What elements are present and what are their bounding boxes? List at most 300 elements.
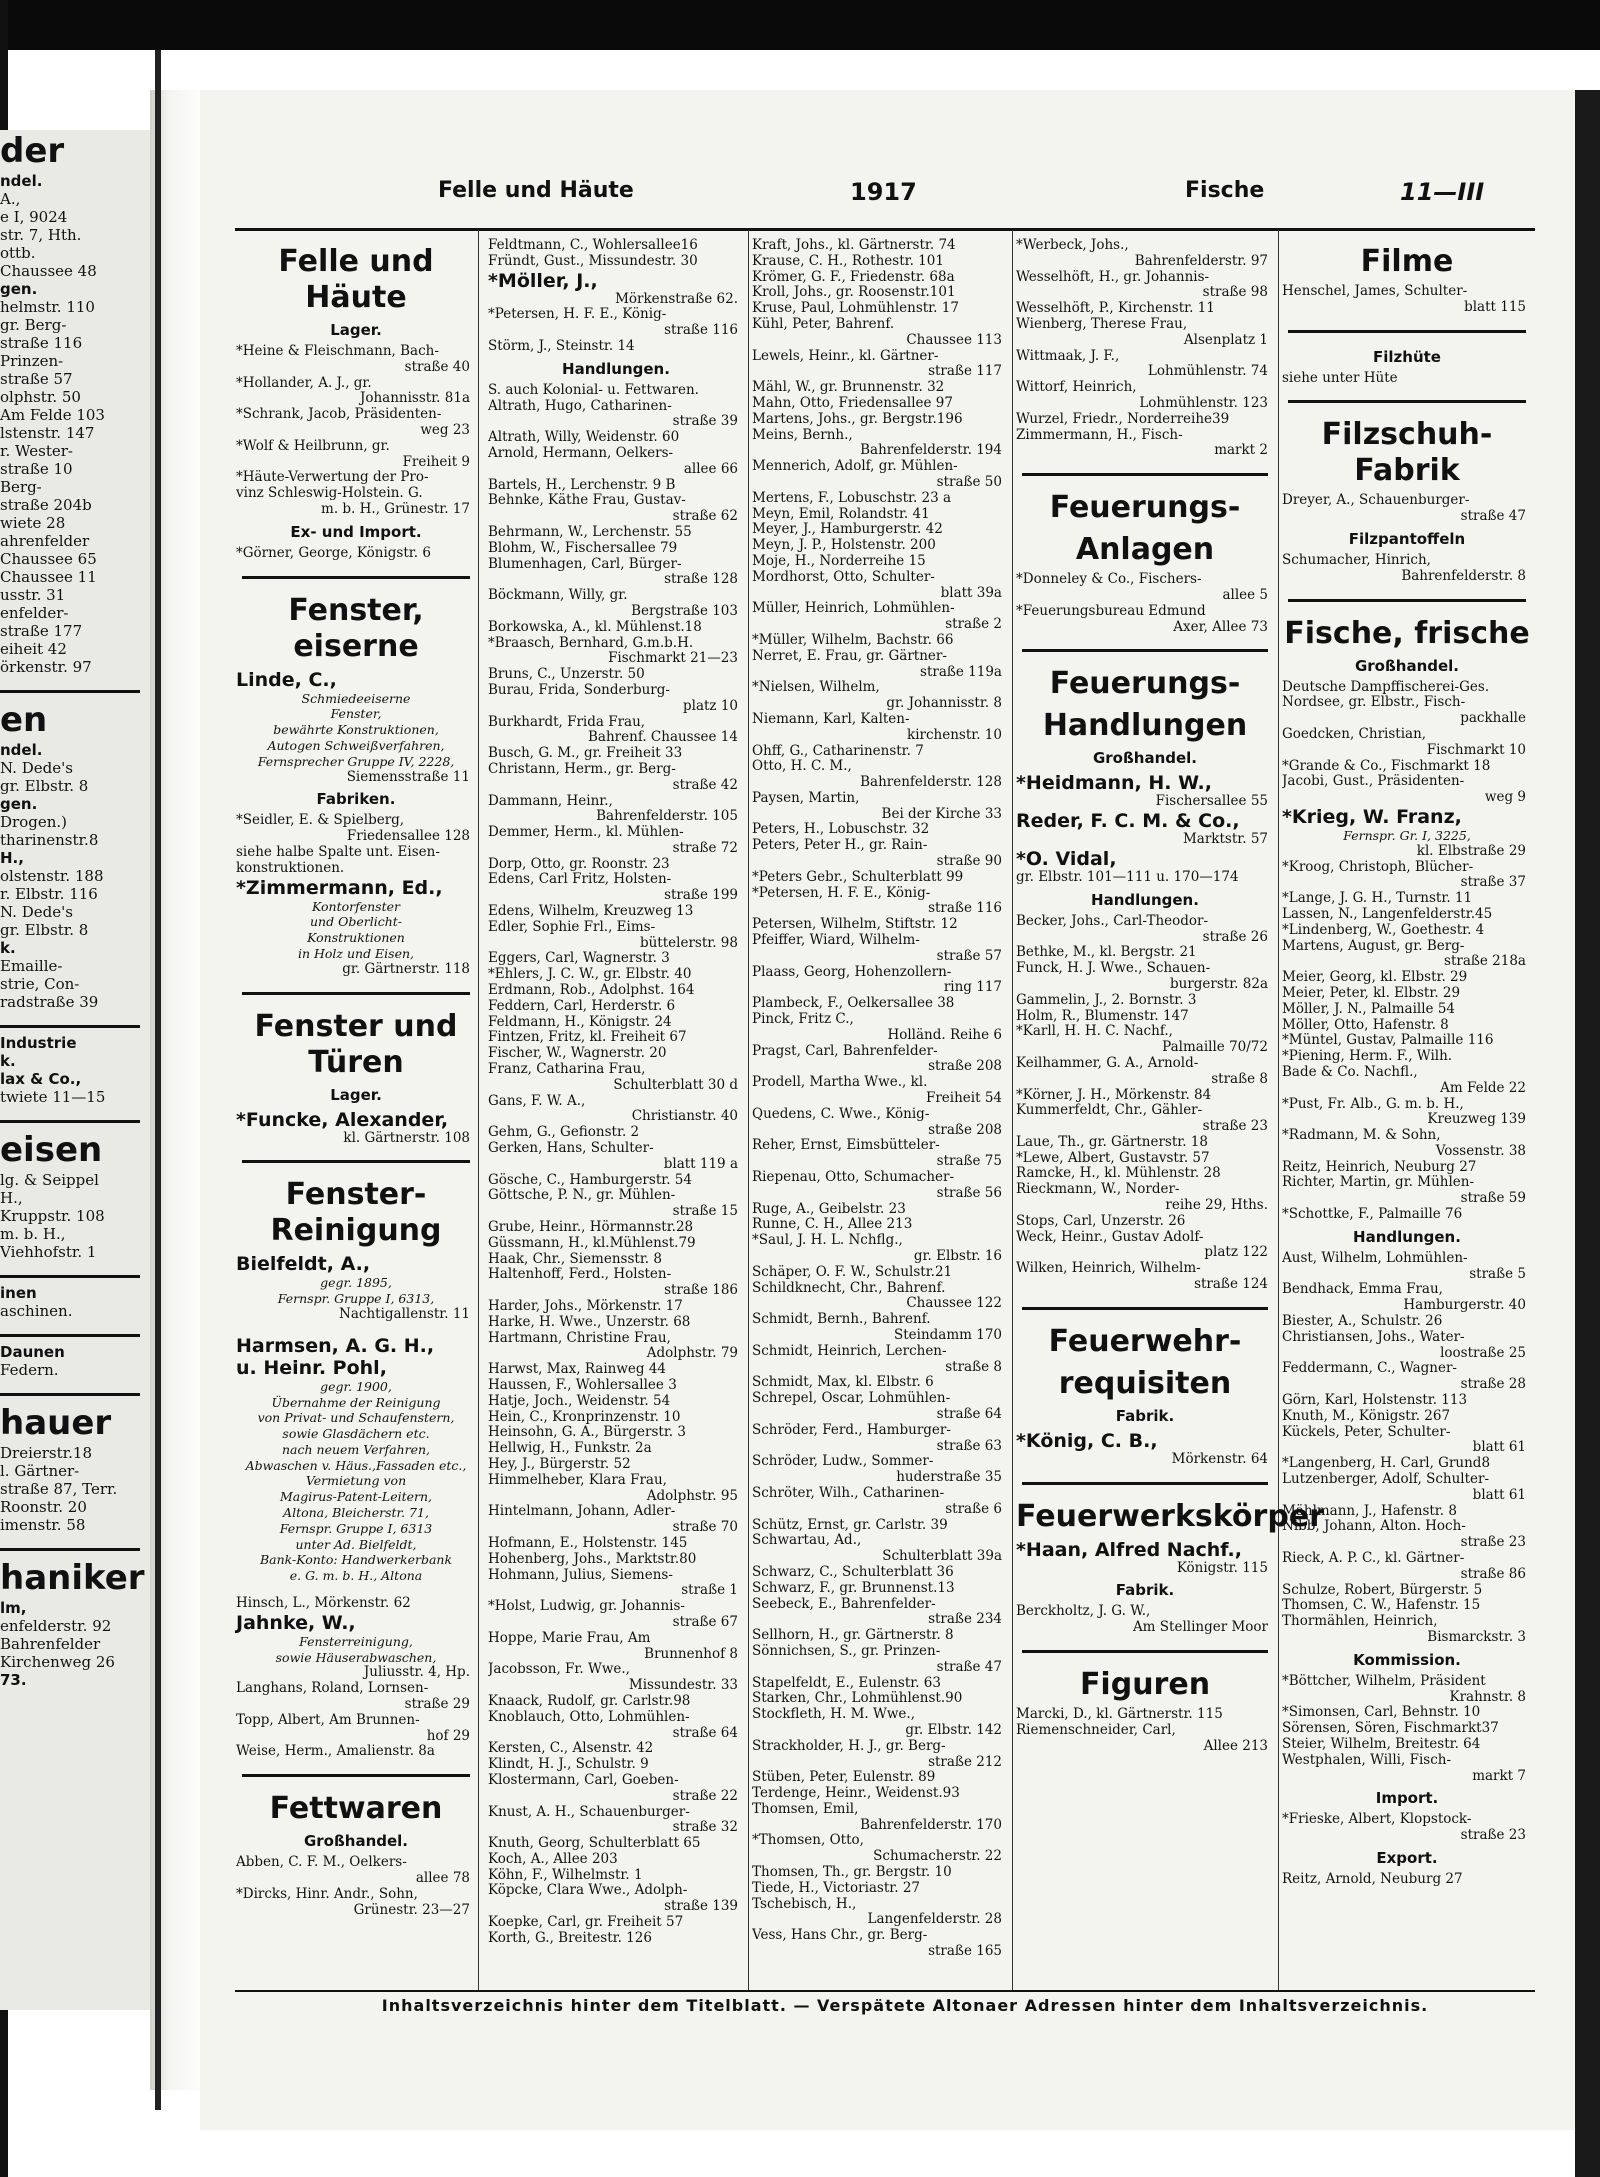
directory-column-1: [236, 238, 476, 1918]
entry-continuation: straße 56: [936, 1185, 1002, 1201]
header-rule: [235, 228, 1535, 231]
facing-page-text: helmstr. 110: [0, 298, 95, 316]
entry-continuation: Bahrenf. Chaussee 14: [588, 730, 738, 746]
directory-entry: *Lange, J. G. H., Turnstr. 11: [1282, 891, 1473, 907]
directory-entry: *Petersen, H. F. E., König-: [752, 885, 931, 901]
subsection-heading: Filzpantoffeln: [1348, 529, 1466, 548]
entry-note: Fensterreinigung,: [299, 1633, 413, 1649]
facing-page-text: haniker: [0, 1558, 145, 1598]
entry-continuation: straße 212: [928, 1754, 1002, 1770]
entry-continuation: Vossenstr. 38: [1435, 1143, 1526, 1159]
entry-continuation: straße 42: [672, 777, 738, 793]
section-rule: [1022, 1482, 1268, 1485]
directory-entry: konstruktionen.: [236, 860, 345, 876]
directory-entry: siehe halbe Spalte unt. Eisen-: [236, 844, 440, 860]
featured-entry: *König, C. B.,: [1016, 1429, 1158, 1452]
entry-continuation: Chaussee 113: [906, 332, 1002, 348]
subsection-heading: Filzhüte: [1373, 347, 1441, 366]
directory-entry: *Pust, Fr. Alb., G. m. b. H.,: [1282, 1096, 1464, 1112]
entry-continuation: straße 50: [936, 474, 1002, 490]
directory-entry: Hatje, Joch., Weidenstr. 54: [488, 1393, 671, 1409]
entry-continuation: straße 116: [928, 901, 1002, 917]
directory-entry: Knuth, M., Königstr. 267: [1282, 1408, 1451, 1424]
directory-entry: Thomsen, Emil,: [752, 1801, 859, 1817]
entry-continuation: allee 5: [1222, 587, 1268, 603]
directory-entry: *Seidler, E. & Spielberg,: [236, 813, 405, 829]
entry-continuation: Fischmarkt 10: [1426, 742, 1526, 758]
directory-entry: Behrmann, W., Lerchenstr. 55: [488, 524, 692, 540]
directory-entry: *Feuerungsbureau Edmund: [1016, 603, 1206, 619]
entry-continuation: straße 8: [945, 1359, 1002, 1375]
facing-page-text: Industrie: [0, 1034, 77, 1052]
facing-page-rule: [0, 1120, 140, 1123]
directory-entry: Jacobi, Gust., Präsidenten-: [1282, 774, 1465, 790]
entry-note: Fernspr. Gruppe I, 6313,: [277, 1291, 435, 1307]
entry-continuation: straße 72: [672, 840, 738, 856]
running-head-right: Fische: [1185, 178, 1265, 203]
directory-entry: Schmidt, Max, kl. Elbstr. 6: [752, 1375, 934, 1391]
entry-continuation: büttelerstr. 98: [639, 935, 738, 951]
entry-continuation: Christianstr. 40: [631, 1109, 738, 1125]
entry-continuation: straße 47: [1460, 509, 1526, 525]
directory-entry: Jacobsson, Fr. Wwe.,: [488, 1662, 630, 1678]
entry-continuation: blatt 115: [1464, 299, 1526, 315]
entry-continuation: hof 29: [426, 1728, 470, 1744]
entry-continuation: straße 64: [672, 1725, 738, 1741]
entry-continuation: Siemensstraße 11: [346, 769, 470, 785]
entry-continuation: straße 139: [664, 1899, 738, 1915]
entry-note: Fenster,: [330, 706, 382, 722]
subsection-heading: Fabrik.: [1115, 1406, 1175, 1425]
facing-page-text: k.: [0, 1052, 16, 1070]
entry-continuation: Hamburgerstr. 40: [1403, 1298, 1526, 1314]
featured-entry: u. Heinr. Pohl,: [236, 1356, 387, 1379]
directory-entry: *Frieske, Albert, Klopstock-: [1282, 1812, 1472, 1828]
facing-page-text: Viehhofstr. 1: [0, 1243, 97, 1261]
directory-entry: Wilken, Heinrich, Wilhelm-: [1016, 1261, 1201, 1277]
entry-continuation: Mörkenstraße 62.: [615, 291, 738, 307]
directory-entry: Stops, Carl, Unzerstr. 26: [1016, 1213, 1186, 1229]
entry-continuation: straße 218a: [1444, 954, 1526, 970]
directory-entry: Becker, Johs., Carl-Theodor-: [1016, 913, 1209, 929]
directory-entry: Köhn, F., Wilhelmstr. 1: [488, 1867, 643, 1883]
entry-note: sowie Häuserabwaschen,: [275, 1649, 437, 1665]
directory-entry: *Lewe, Albert, Gustavstr. 57: [1016, 1150, 1210, 1166]
directory-entry: Mennerich, Adolf, gr. Mühlen-: [752, 459, 958, 475]
directory-entry: siehe unter Hüte: [1282, 370, 1398, 386]
directory-entry: Richter, Martin, gr. Mühlen-: [1282, 1175, 1475, 1191]
directory-entry: Gans, F. W. A.,: [488, 1093, 586, 1109]
facing-page-text: Chaussee 65: [0, 550, 97, 568]
directory-entry: Gehm, G., Gefionstr. 2: [488, 1125, 640, 1141]
facing-page-text: Kirchenweg 26: [0, 1653, 115, 1671]
entry-continuation: straße 47: [936, 1659, 1002, 1675]
entry-continuation: Fischersallee 55: [1155, 794, 1268, 810]
section-heading: Fenster, eiserne: [288, 592, 424, 664]
directory-entry: Knust, A. H., Schauenburger-: [488, 1804, 690, 1820]
entry-continuation: straße 208: [928, 1059, 1002, 1075]
directory-entry: Meyn, J. P., Holstenstr. 200: [752, 538, 936, 554]
directory-entry: Rieckmann, W., Norder-: [1016, 1182, 1180, 1198]
directory-entry: Hein, C., Kronprinzenstr. 10: [488, 1409, 681, 1425]
entry-continuation: packhalle: [1460, 711, 1526, 727]
directory-entry: *Hollander, A. J., gr.: [236, 375, 372, 391]
entry-continuation: gr. Elbstr. 16: [913, 1249, 1002, 1264]
entry-continuation: straße 28: [1460, 1377, 1526, 1393]
directory-entry: Plaass, Georg, Hohenzollern-: [752, 964, 952, 980]
scan-border-right: [1575, 90, 1600, 2177]
entry-continuation: straße 5: [1469, 1266, 1526, 1282]
entry-continuation: Alsenplatz 1: [1183, 332, 1268, 348]
directory-entry: Harke, H. Wwe., Unzerstr. 68: [488, 1314, 691, 1330]
directory-entry: Peters, H., Lobuschstr. 32: [752, 822, 930, 838]
entry-continuation: Bei der Kirche 33: [881, 806, 1002, 822]
directory-entry: Arnold, Hermann, Oelkers-: [488, 445, 674, 461]
entry-continuation: blatt 119 a: [663, 1156, 738, 1172]
directory-entry: Schäper, O. F. W., Schulstr.21: [752, 1264, 953, 1280]
entry-continuation: Bahrenfelderstr. 128: [860, 775, 1002, 791]
facing-page-text: Drogen.): [0, 813, 67, 831]
directory-entry: Feddermann, C., Wagner-: [1282, 1361, 1457, 1377]
directory-entry: Niemann, Karl, Kalten-: [752, 711, 910, 727]
entry-continuation: Missundestr. 33: [628, 1678, 738, 1694]
section-rule: [242, 1160, 470, 1163]
directory-entry: Knoblauch, Otto, Lohmühlen-: [488, 1709, 690, 1725]
entry-continuation: straße 39: [672, 414, 738, 430]
facing-page-text: ndel.: [0, 741, 43, 759]
directory-entry: Bethke, M., kl. Bergstr. 21: [1016, 945, 1197, 961]
directory-entry: Martens, Johs., gr. Bergstr.196: [752, 411, 963, 427]
directory-entry: Knaack, Rudolf, gr. Carlstr.98: [488, 1693, 691, 1709]
section-rule: [1288, 400, 1526, 403]
facing-page-text: gen.: [0, 280, 38, 298]
directory-entry: Weise, Herm., Amalienstr. 8a: [236, 1744, 435, 1760]
entry-continuation: straße 15: [672, 1204, 738, 1220]
entry-continuation: straße 75: [936, 1154, 1002, 1170]
section-heading: Feuerungs-: [1049, 490, 1241, 526]
directory-entry: Hohmann, Julius, Siemens-: [488, 1567, 673, 1583]
facing-page-text: usstr. 31: [0, 586, 66, 604]
directory-entry: Christann, Herm., gr. Berg-: [488, 761, 676, 777]
featured-entry: *Möller, J.,: [488, 269, 598, 292]
facing-page-text: gr. Elbstr. 8: [0, 921, 89, 939]
entry-note: Magirus-Patent-Leitern,: [279, 1489, 433, 1505]
facing-page-text: Berg-: [0, 478, 42, 496]
directory-entry: Hofmann, E., Holstenstr. 145: [488, 1535, 688, 1551]
directory-entry: Mordhorst, Otto, Schulter-: [752, 569, 935, 585]
directory-entry: Fischer, W., Wagnerstr. 20: [488, 1046, 667, 1062]
section-heading: Fenster-Reinigung: [270, 1177, 442, 1249]
entry-continuation: straße 59: [1460, 1191, 1526, 1207]
facing-page-text: Prinzen-: [0, 352, 64, 370]
entry-continuation: Juliusstr. 4, Hp.: [363, 1665, 470, 1681]
directory-entry: Zimmermann, H., Fisch-: [1016, 427, 1183, 443]
directory-entry: Lassen, N., Langenfelderstr.45: [1282, 906, 1493, 922]
directory-entry: Petersen, Wilhelm, Stiftstr. 12: [752, 917, 958, 933]
directory-entry: Eggers, Carl, Wagnerstr. 3: [488, 951, 670, 967]
entry-note: Schmiedeeiserne: [301, 690, 411, 706]
entry-continuation: kirchenstr. 10: [907, 727, 1002, 743]
directory-entry: *Wolf & Heilbrunn, gr.: [236, 438, 390, 454]
directory-entry: Topp, Albert, Am Brunnen-: [236, 1712, 420, 1728]
entry-note: unter Ad. Bielfeldt,: [295, 1536, 417, 1552]
facing-page-text: straße 177: [0, 622, 83, 640]
entry-continuation: Steindamm 170: [893, 1327, 1002, 1343]
subsection-heading: Lager.: [330, 321, 382, 339]
entry-continuation: straße 116: [664, 323, 738, 339]
directory-entry: Sörensen, Sören, Fischmarkt37: [1282, 1721, 1499, 1737]
directory-entry: Krömer, G. F., Friedenstr. 68a: [752, 269, 955, 285]
running-head-year: 1917: [850, 178, 917, 206]
facing-page-text: straße 204b: [0, 496, 92, 514]
directory-entry: Lewels, Heinr., kl. Gärtner-: [752, 348, 939, 364]
entry-continuation: Bergstraße 103: [631, 603, 738, 619]
entry-continuation: Lohmühlenstr. 123: [1139, 395, 1268, 411]
entry-continuation: Königstr. 115: [1176, 1560, 1268, 1576]
directory-entry: Meier, Peter, kl. Elbstr. 29: [1282, 985, 1461, 1001]
directory-entry: Bade & Co. Nachfl.,: [1282, 1064, 1418, 1080]
directory-entry: *Ehlers, J. C. W., gr. Elbstr. 40: [488, 967, 692, 983]
featured-entry: *Haan, Alfred Nachf.,: [1016, 1538, 1242, 1561]
directory-entry: Himmelheber, Klara Frau,: [488, 1472, 667, 1488]
directory-entry: *Kroog, Christoph, Blücher-: [1282, 859, 1474, 875]
entry-continuation: Bismarckstr. 3: [1427, 1630, 1526, 1645]
entry-continuation: straße 208: [928, 1122, 1002, 1138]
entry-continuation: straße 128: [664, 572, 738, 588]
entry-continuation: Bahrenfelderstr. 170: [860, 1817, 1002, 1833]
entry-continuation: straße 117: [928, 364, 1002, 380]
facing-page-text: H.,: [0, 849, 24, 867]
facing-page-text: m. b. H.,: [0, 1225, 66, 1243]
directory-entry: Funck, H. J. Wwe., Schauen-: [1016, 961, 1211, 977]
spacer: [236, 1323, 476, 1335]
facing-page-text: lm,: [0, 1599, 27, 1617]
directory-entry: Haltenhoff, Ferd., Holsten-: [488, 1267, 672, 1283]
subsection-heading: Kommission.: [1353, 1650, 1461, 1669]
facing-page-text: Emaille-: [0, 957, 63, 975]
directory-entry: Reitz, Arnold, Neuburg 27: [1282, 1871, 1463, 1887]
entry-note: Fernspr. Gruppe I, 6313: [279, 1520, 433, 1536]
directory-entry: Gammelin, J., 2. Bornstr. 3: [1016, 992, 1197, 1008]
directory-entry: Holm, R., Blumenstr. 147: [1016, 1008, 1189, 1024]
directory-entry: Prodell, Martha Wwe., kl.: [752, 1075, 928, 1091]
directory-entry: Christiansen, Johs., Water-: [1282, 1329, 1465, 1345]
entry-continuation: Krahnstr. 8: [1449, 1689, 1526, 1705]
facing-page-text: eisen: [0, 1130, 103, 1170]
footer-rule: [235, 1990, 1535, 1992]
entry-continuation: straße 26: [1202, 929, 1268, 945]
facing-page-text: straße 57: [0, 370, 73, 388]
directory-entry: Mähl, W., gr. Brunnenstr. 32: [752, 380, 945, 396]
entry-continuation: gr. Elbstr. 142: [905, 1722, 1002, 1738]
directory-entry: Wittmaak, J. F.,: [1016, 348, 1120, 364]
subsection-heading: Fabrik.: [1115, 1581, 1175, 1600]
section-rule: [1022, 1307, 1268, 1310]
entry-note: bewährte Konstruktionen,: [273, 722, 439, 738]
directory-entry: Hey, J., Bürgerstr. 52: [488, 1456, 631, 1472]
directory-entry: Dammann, Heinr.,: [488, 793, 613, 809]
directory-column-2: [488, 238, 744, 1947]
facing-page-text: enfelderstr. 92: [0, 1617, 112, 1635]
book-spine: [155, 50, 161, 2110]
entry-continuation: Schulterblatt 30 d: [613, 1077, 738, 1093]
directory-entry: Bruns, C., Unzerstr. 50: [488, 667, 645, 683]
section-rule: [242, 576, 470, 579]
directory-entry: Steier, Wilhelm, Breitestr. 64: [1282, 1736, 1481, 1752]
directory-entry: Harder, Johs., Mörkenstr. 17: [488, 1299, 683, 1314]
entry-continuation: straße 57: [936, 948, 1002, 964]
column-divider: [1012, 230, 1013, 1990]
entry-continuation: Brunnenhof 8: [644, 1646, 738, 1662]
facing-page-rule: [0, 1025, 140, 1028]
subsection-heading: Export.: [1376, 1848, 1438, 1867]
directory-entry: Schütz, Ernst, gr. Carlstr. 39: [752, 1517, 948, 1533]
directory-entry: Schröder, Ludw., Sommer-: [752, 1454, 934, 1470]
directory-entry: *Radmann, M. & Sohn,: [1282, 1128, 1441, 1144]
entry-continuation: markt 7: [1472, 1768, 1526, 1784]
facing-page-text: der: [0, 131, 65, 171]
facing-page-text: aschinen.: [0, 1302, 73, 1320]
entry-continuation: platz 10: [682, 698, 738, 714]
directory-entry: Güssmann, H., kl.Mühlenst.79: [488, 1235, 696, 1251]
directory-entry: Burau, Frida, Sonderburg-: [488, 682, 670, 698]
facing-page-text: lg. & Seippel: [0, 1171, 99, 1189]
running-head-left: Felle und Häute: [438, 178, 634, 203]
entry-continuation: Freiheit 9: [402, 454, 470, 470]
directory-entry: Koch, A., Allee 203: [488, 1851, 618, 1867]
directory-entry: Deutsche Dampffischerei-Ges.: [1282, 679, 1490, 695]
facing-page-text: Chaussee 11: [0, 568, 97, 586]
directory-entry: Schrepel, Oscar, Lohmühlen-: [752, 1391, 951, 1407]
section-heading: Filme: [1360, 244, 1454, 279]
directory-entry: *Petersen, H. F. E., König-: [488, 307, 667, 323]
directory-column-5: [1282, 238, 1532, 1888]
facing-page-text: k.: [0, 939, 16, 957]
directory-entry: Klostermann, Carl, Goeben-: [488, 1772, 679, 1788]
directory-entry: Berckholtz, J. G. W.,: [1016, 1604, 1151, 1620]
directory-entry: Edler, Sophie Frl., Eims-: [488, 919, 656, 935]
directory-entry: Schwarz, F., gr. Brunnenst.13: [752, 1580, 955, 1596]
entry-note: Altona, Bleicherstr. 71,: [283, 1505, 429, 1521]
directory-entry: Ramcke, H., kl. Mühlenstr. 28: [1016, 1166, 1221, 1182]
directory-entry: Meyer, J., Hamburgerstr. 42: [752, 522, 943, 538]
directory-entry: *Müntel, Gustav, Palmaille 116: [1282, 1033, 1494, 1049]
directory-entry: *Holst, Ludwig, gr. Johannis-: [488, 1599, 685, 1615]
directory-entry: Tiede, H., Victoriastr. 27: [752, 1880, 921, 1896]
facing-page-text: N. Dede's: [0, 759, 73, 777]
entry-note: Fernsprecher Gruppe IV, 2228,: [257, 753, 455, 769]
facing-page-text: N. Dede's: [0, 903, 73, 921]
directory-entry: Köpcke, Clara Wwe., Adolph-: [488, 1883, 688, 1899]
directory-entry: Terdenge, Heinr., Weidenst.93: [752, 1786, 960, 1802]
directory-entry: Riepenau, Otto, Schumacher-: [752, 1170, 955, 1186]
subsection-heading: Großhandel.: [1354, 656, 1460, 675]
section-rule: [1288, 330, 1526, 333]
directory-entry: Nibb, Johann, Alton. Hoch-: [1282, 1519, 1466, 1535]
directory-entry: Kroll, Johs., gr. Roosenstr.101: [752, 285, 956, 301]
section-heading: Felle und Häute: [278, 244, 434, 315]
entry-continuation: allee 66: [683, 461, 738, 477]
facing-page-text: imenstr. 58: [0, 1516, 86, 1534]
footer-note: Inhaltsverzeichnis hinter dem Titelblatt. — Verspätete Altonaer Adressen hinter dem Inhaltsverzeichnis.: [381, 1996, 1429, 2015]
directory-entry: Burkhardt, Frida Frau,: [488, 714, 646, 730]
entry-continuation: Palmaille 70/72: [1162, 1040, 1268, 1056]
entry-continuation: Bahrenfelderstr. 105: [596, 809, 738, 825]
directory-entry: Möller, J. N., Palmaille 54: [1282, 1001, 1456, 1017]
entry-continuation: straße 63: [936, 1438, 1002, 1454]
facing-page-text: gr. Elbstr. 8: [0, 777, 89, 795]
entry-continuation: straße 70: [672, 1520, 738, 1536]
directory-entry: Ohff, G., Catharinenstr. 7: [752, 743, 924, 759]
directory-entry: Laue, Th., gr. Gärtnerstr. 18: [1016, 1134, 1208, 1150]
directory-entry: Koepke, Carl, gr. Freiheit 57: [488, 1915, 684, 1931]
entry-continuation: straße 23: [1460, 1535, 1526, 1551]
section-heading: Fische, frische: [1284, 615, 1530, 651]
directory-entry: gr. Elbstr. 101—111 u. 170—174: [1016, 869, 1239, 885]
facing-page-text: twiete 11—15: [0, 1088, 106, 1106]
entry-continuation: straße 8: [1211, 1071, 1268, 1087]
directory-entry: Peters, Peter H., gr. Rain-: [752, 838, 928, 854]
entry-continuation: Nachtigallenstr. 11: [339, 1306, 470, 1322]
entry-continuation: burgerstr. 82a: [1169, 976, 1268, 992]
directory-entry: Korth, G., Breitestr. 126: [488, 1930, 652, 1946]
entry-continuation: Friedensallee 128: [346, 829, 470, 845]
directory-entry: Fründt, Gust., Missundestr. 30: [488, 253, 698, 269]
directory-entry: Hohenberg, Johs., Marktstr.80: [488, 1551, 697, 1567]
directory-entry: Schulze, Robert, Bürgerstr. 5: [1282, 1582, 1483, 1598]
facing-page-text: 73.: [0, 1671, 27, 1689]
featured-entry: Harmsen, A. G. H.,: [236, 1334, 435, 1357]
featured-entry: *Zimmermann, Ed.,: [236, 876, 443, 899]
directory-entry: *Häute-Verwertung der Pro-: [236, 470, 429, 486]
directory-column-3: [752, 238, 1008, 1960]
directory-entry: Seebeck, E., Bahrenfelder-: [752, 1596, 936, 1612]
directory-entry: Grube, Heinr., Hörmannstr.28: [488, 1220, 694, 1236]
directory-entry: Wesselhöft, H., gr. Johannis-: [1016, 269, 1210, 285]
directory-entry: Rieck, A. P. C., kl. Gärtner-: [1282, 1551, 1465, 1567]
directory-entry: Harwst, Max, Rainweg 44: [488, 1362, 667, 1378]
directory-entry: Feddern, Carl, Herderstr. 6: [488, 998, 676, 1014]
directory-entry: Moje, H., Norderreihe 15: [752, 553, 926, 569]
entry-continuation: straße 119a: [920, 664, 1002, 680]
facing-page-text: Am Felde 103: [0, 406, 105, 424]
entry-continuation: straße 6: [945, 1501, 1002, 1517]
directory-entry: Stüben, Peter, Eulenstr. 89: [752, 1770, 936, 1786]
facing-page-text: Chaussee 48: [0, 262, 97, 280]
facing-page-rule: [0, 690, 140, 693]
entry-continuation: Johannisstr. 81a: [359, 391, 470, 407]
directory-entry: Biester, A., Schulstr. 26: [1282, 1314, 1443, 1330]
facing-page-rule: [0, 1393, 140, 1396]
entry-note: nach neuem Verfahren,: [281, 1441, 431, 1457]
directory-entry: Fintzen, Fritz, kl. Freiheit 67: [488, 1030, 687, 1046]
entry-note: von Privat- und Schaufenstern,: [257, 1410, 455, 1426]
directory-entry: Bendhack, Emma Frau,: [1282, 1282, 1443, 1298]
entry-continuation: platz 122: [1204, 1245, 1268, 1261]
directory-entry: Kückels, Peter, Schulter-: [1282, 1424, 1451, 1440]
directory-column-4: [1016, 238, 1324, 1754]
entry-continuation: straße 86: [1460, 1566, 1526, 1582]
entry-continuation: Allee 213: [1203, 1738, 1268, 1754]
entry-continuation: straße 98: [1202, 285, 1268, 301]
column-divider: [478, 230, 479, 1990]
entry-note: Konstruktionen: [307, 930, 405, 946]
directory-entry: Hoppe, Marie Frau, Am: [488, 1630, 651, 1646]
directory-entry: Störm, J., Steinstr. 14: [488, 338, 635, 354]
directory-entry: Borkowska, A., kl. Mühlenst.18: [488, 619, 702, 635]
entry-continuation: Schulterblatt 39a: [882, 1549, 1002, 1565]
entry-continuation: weg 23: [420, 422, 470, 438]
